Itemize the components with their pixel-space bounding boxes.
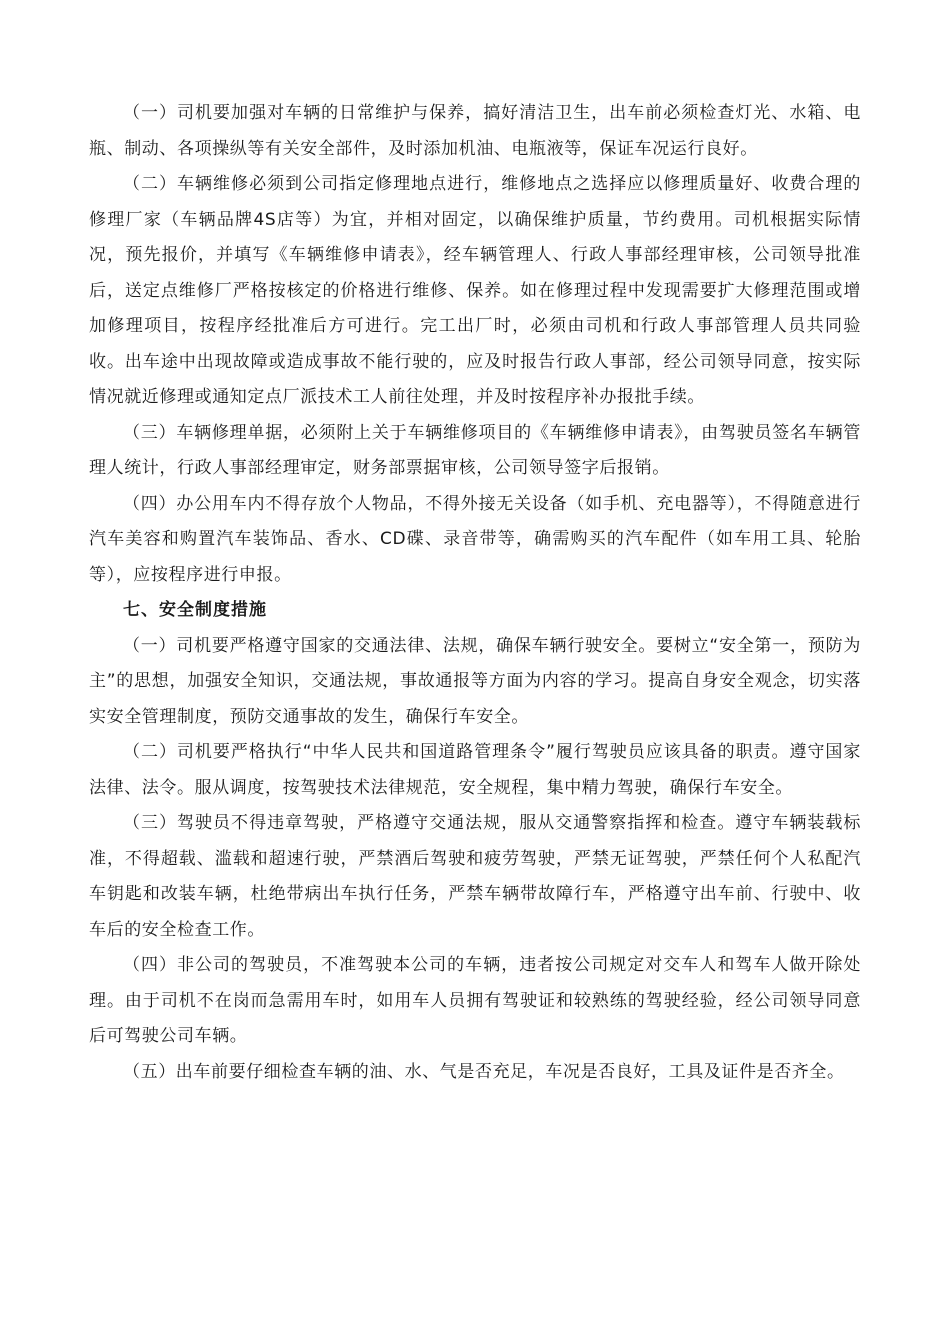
- paragraph-repair-receipts: （三）车辆修理单据，必须附上关于车辆维修项目的《车辆维修申请表》，由驾驶员签名车辆管理人统计，行政人事部经理审定，财务部票据审核，公司领导签字后报销。: [89, 422, 861, 478]
- paragraph-personal-items: （四）办公用车内不得存放个人物品，不得外接无关设备（如手机、充电器等），不得随意进行汽车美容和购置汽车装饰品、香水、CD碟、录音带等，确需购买的汽车配件（如车用工具、轮胎等），应按程序进行申报。: [89, 493, 861, 585]
- paragraph-traffic-laws: （一）司机要严格遵守国家的交通法律、法规，确保车辆行驶安全。要树立“安全第一，预防为主”的思想，加强安全知识，交通法规，事故通报等方面为内容的学习。提高自身安全观念，切实落实安全管理制度，预防交通事故的发生，确保行车安全。: [89, 635, 861, 727]
- document-body: [89, 96, 861, 1090]
- paragraph-vehicle-maintenance: （一）司机要加强对车辆的日常维护与保养，搞好清洁卫生，出车前必须检查灯光、水箱、电瓶、制动、各项操纵等有关安全部件，及时添加机油、电瓶液等，保证车况运行良好。: [89, 103, 861, 159]
- paragraph-vehicle-repair: （二）车辆维修必须到公司指定修理地点进行，维修地点之选择应以修理质量好、收费合理的修理厂家（车辆品牌4S店等）为宜，并相对固定，以确保维护质量，节约费用。司机根据实际情况，预先报价，并填写《车辆维修申请表》，经车辆管理人、行政人事部经理审核，公司领导批准后，送定点维修厂严格按核定的价格进行维修、保养。如在修理过程中发现需要扩大修理范围或增加修理项目，按程序经批准后方可进行。完工出厂时，必须由司机和行政人事部管理人员共同验收。出车途中出现故障或造成事故不能行驶的，应及时报告行政人事部，经公司领导同意，按实际情况就近修理或通知定点厂派技术工人前往处理，并及时按程序补办报批手续。: [89, 174, 861, 407]
- paragraph-no-violations: （三）驾驶员不得违章驾驶，严格遵守交通法规，服从交通警察指挥和检查。遵守车辆装载标准，不得超载、滥载和超速行驶，严禁酒后驾驶和疲劳驾驶，严禁无证驾驶，严禁任何个人私配汽车钥匙和改装车辆，杜绝带病出车执行任务，严禁车辆带故障行车，严格遵守出车前、行驶中、收车后的安全检查工作。: [89, 813, 861, 940]
- paragraph-non-company-drivers: （四）非公司的驾驶员，不准驾驶本公司的车辆，违者按公司规定对交车人和驾车人做开除处理。由于司机不在岗而急需用车时，如用车人员拥有驾驶证和较熟练的驾驶经验，经公司领导同意后可驾驶公司车辆。: [89, 955, 861, 1046]
- paragraph-driver-duties: （二）司机要严格执行“中华人民共和国道路管理条令”履行驾驶员应该具备的职责。遵守国家法律、法令。服从调度，按驾驶技术法律规范，安全规程，集中精力驾驶，确保行车安全。: [89, 742, 861, 798]
- paragraph-pre-departure-check: （五）出车前要仔细检查车辆的油、水、气是否充足，车况是否良好，工具及证件是否齐全。: [123, 1061, 845, 1082]
- section-heading-safety: 七、安全制度措施: [123, 600, 267, 620]
